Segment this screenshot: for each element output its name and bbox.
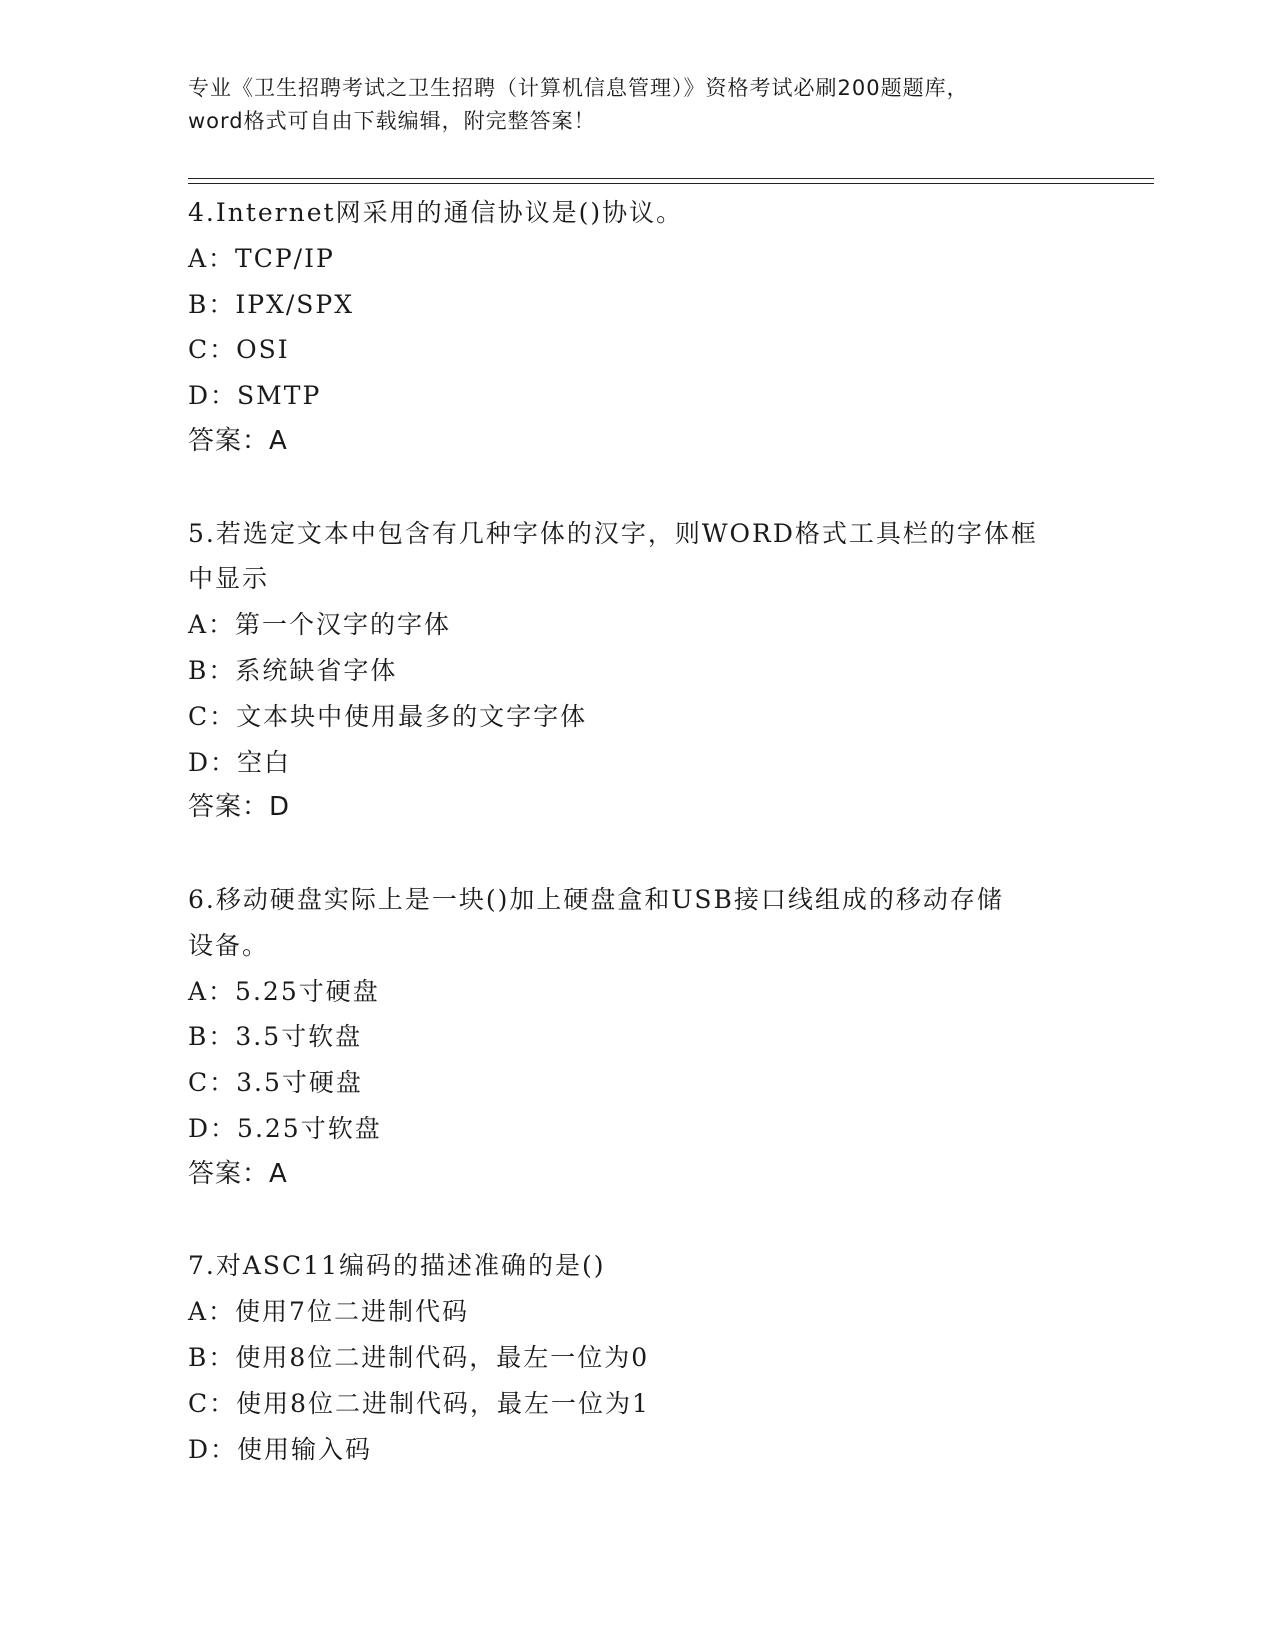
option-d: D：5.25寸软盘 [188, 1113, 382, 1143]
question-text-line: 7.对ASC11编码的描述准确的是() [188, 1251, 606, 1281]
header-divider-top [188, 178, 1154, 179]
answer-label: 答案：A [188, 425, 288, 456]
answer-label: 答案：A [188, 1158, 288, 1189]
question-text-line: 设备。 [188, 930, 270, 960]
option-a: A：第一个汉字的字体 [188, 610, 452, 640]
question-list [188, 190, 1088, 1472]
option-b: B：3.5寸软盘 [188, 1022, 363, 1052]
option-a: A：5.25寸硬盘 [188, 976, 380, 1006]
option-b: B：IPX/SPX [188, 289, 355, 319]
header-divider-bottom [188, 183, 1154, 184]
option-d: D：空白 [188, 747, 292, 777]
header-line-2: word格式可自由下载编辑，附完整答案！ [188, 109, 596, 133]
question-text-line: 中显示 [188, 564, 270, 594]
question-text [188, 1243, 1088, 1289]
question-7 [188, 1243, 1088, 1472]
answer-label: 答案：D [188, 792, 291, 823]
header-line-1: 专业《卫生招聘考试之卫生招聘（计算机信息管理）》资格考试必刷200题题库， [188, 76, 969, 100]
document-header [188, 72, 1088, 138]
option-d: D：SMTP [188, 381, 322, 411]
question-text-line: 6.移动硬盘实际上是一块()加上硬盘盒和USB接口线组成的移动存储 [188, 884, 1004, 914]
option-b: B：系统缺省字体 [188, 655, 398, 685]
option-c: C：OSI [188, 335, 290, 365]
option-c: C：3.5寸硬盘 [188, 1068, 363, 1098]
question-4 [188, 190, 1088, 465]
option-a: A：使用7位二进制代码 [188, 1297, 469, 1327]
question-5 [188, 511, 1088, 832]
option-a: A：TCP/IP [188, 243, 335, 273]
question-text [188, 511, 1088, 603]
option-b: B：使用8位二进制代码，最左一位为0 [188, 1342, 650, 1372]
question-text-line: 4.Internet网采用的通信协议是()协议。 [188, 198, 684, 227]
question-6 [188, 877, 1088, 1198]
question-text-line: 5.若选定文本中包含有几种字体的汉字，则WORD格式工具栏的字体框 [188, 518, 1038, 548]
question-text [188, 877, 1088, 969]
question-text [188, 190, 1088, 236]
option-d: D：使用输入码 [188, 1434, 373, 1464]
option-c: C：文本块中使用最多的文字字体 [188, 701, 588, 731]
option-c: C：使用8位二进制代码，最左一位为1 [188, 1388, 650, 1418]
